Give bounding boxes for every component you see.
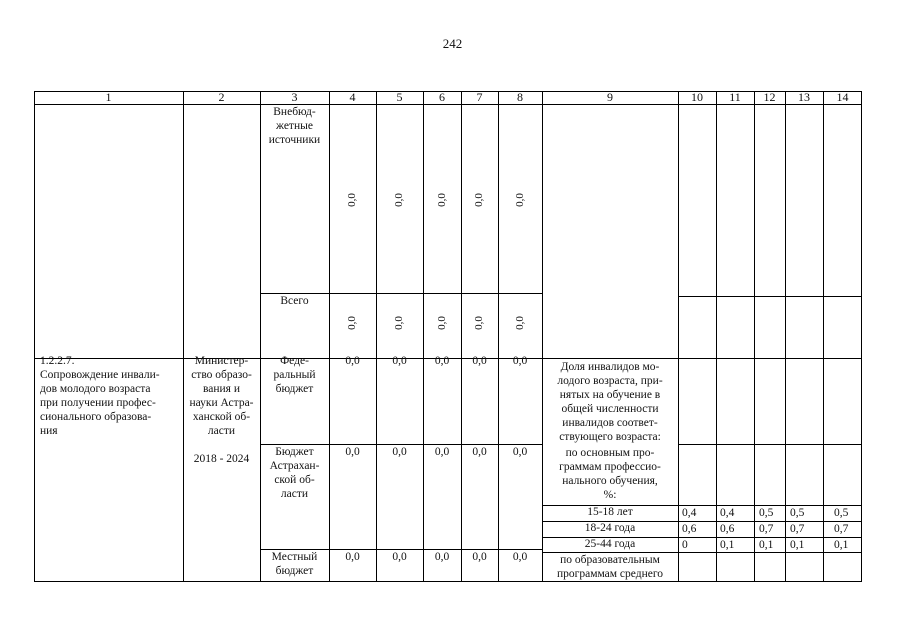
total-value-col4: 0,0 (346, 316, 358, 330)
activity-name-line4: сионального образова- (40, 411, 152, 423)
row-divider (542, 552, 862, 553)
total-value-col7: 0,0 (473, 316, 485, 330)
federal-value-col4: 0,0 (345, 355, 360, 367)
header-col-6: 6 (439, 90, 445, 104)
header-col-5: 5 (396, 90, 403, 104)
indicator-line6: ствующего возраста: (559, 431, 661, 443)
col-divider (678, 91, 679, 582)
age-row-value: 0,5 (834, 507, 849, 519)
regional-value-col7: 0,0 (472, 446, 487, 458)
local-budget-line2: бюджет (275, 565, 314, 577)
indicator-line3: нятых на обучение в (559, 389, 661, 401)
row-divider (678, 296, 862, 297)
indicator-sub2-line2: программам среднего (556, 568, 664, 580)
header-col-12: 12 (763, 90, 776, 104)
total-value-col6: 0,0 (436, 316, 448, 330)
indicator-sub1-line2: граммам профессио- (559, 461, 661, 473)
regional-value-col8: 0,0 (512, 446, 528, 458)
age-row-label: 18-24 года (584, 522, 636, 534)
row-divider (260, 549, 542, 550)
col-divider (376, 91, 377, 582)
age-row-value: 0,6 (720, 523, 735, 535)
local-value-col4: 0,0 (345, 551, 360, 563)
header-col-9: 9 (607, 90, 613, 104)
indicator-line2: лодого возраста, при- (557, 375, 663, 387)
col-divider (423, 91, 424, 582)
col-divider (785, 91, 786, 582)
age-row-label: 25-44 года (584, 538, 636, 550)
extrabudget-label-line1: Внебюд- (273, 106, 316, 118)
age-row-label: 15-18 лет (587, 506, 633, 518)
age-row-value: 0,1 (834, 539, 849, 551)
activity-name-line1: Сопровождение инвали- (40, 369, 160, 381)
extrabudget-value-col8: 0,0 (514, 193, 526, 207)
total-value-col8: 0,0 (514, 316, 526, 330)
table-frame (34, 91, 862, 582)
regional-value-col4: 0,0 (345, 446, 360, 458)
regional-value-col6: 0,0 (434, 446, 450, 458)
header-col-11: 11 (729, 90, 741, 104)
age-row-value: 0,1 (790, 539, 805, 551)
local-value-col6: 0,0 (434, 551, 450, 563)
age-row-value: 0,4 (720, 507, 735, 519)
age-row-value: 0,1 (720, 539, 735, 551)
age-row-value: 0,1 (759, 539, 774, 551)
col-divider (461, 91, 462, 582)
col-divider (754, 91, 755, 582)
age-row-value: 0,4 (682, 507, 697, 519)
col-divider (716, 91, 717, 582)
local-budget-line1: Местный (271, 551, 318, 563)
header-col-14: 14 (836, 90, 849, 104)
executor-line5: ханской об- (192, 411, 251, 423)
total-label: Всего (280, 295, 309, 307)
header-col-10: 10 (691, 90, 703, 104)
activity-name-line2: дов молодого возраста (40, 383, 151, 395)
age-row-value: 0,7 (790, 523, 805, 535)
col-divider (183, 91, 184, 582)
regional-budget-line3: ской об- (274, 474, 315, 486)
age-row-value: 0,7 (759, 523, 774, 535)
local-value-col7: 0,0 (472, 551, 487, 563)
age-row-value: 0 (682, 539, 688, 551)
row-divider (260, 293, 542, 294)
age-row-value: 0,6 (682, 523, 697, 535)
indicator-line4: общей численности (561, 403, 659, 415)
age-row-value: 0,5 (790, 507, 805, 519)
indicator-sub1-line1: по основным про- (565, 447, 655, 459)
executor-line1: Министер- (194, 355, 249, 367)
header-col-3: 3 (291, 90, 298, 104)
indicator-line1: Доля инвалидов мо- (560, 361, 660, 373)
header-col-8: 8 (517, 90, 523, 104)
extrabudget-label-line2: жетные (276, 120, 313, 132)
activity-name-line3: при получении профес- (40, 397, 156, 409)
federal-value-col8: 0,0 (512, 355, 528, 367)
federal-value-col6: 0,0 (434, 355, 450, 367)
header-col-7: 7 (476, 90, 483, 104)
extrabudget-value-col7: 0,0 (473, 193, 485, 207)
age-row-value: 0,5 (759, 507, 774, 519)
extrabudget-value-col4: 0,0 (346, 193, 358, 207)
header-col-4: 4 (349, 90, 356, 104)
col-divider (823, 91, 824, 582)
indicator-line5: инвалидов соответ- (562, 417, 658, 429)
extrabudget-value-col6: 0,0 (436, 193, 448, 207)
program-table (34, 91, 862, 582)
executor-line2: ство образо- (191, 369, 252, 381)
regional-budget-line4: ласти (280, 488, 309, 500)
federal-value-col5: 0,0 (392, 355, 407, 367)
federal-budget-line1: Феде- (280, 355, 309, 367)
row-divider (678, 444, 862, 445)
header-underline (34, 104, 862, 105)
regional-budget-line2: Астрахан- (269, 460, 320, 472)
indicator-sub2-line1: по образовательным (560, 554, 660, 566)
federal-budget-line2: ральный (273, 369, 316, 381)
executor-line3: вания и (202, 383, 240, 395)
header-col-2: 2 (218, 90, 225, 104)
federal-value-col7: 0,0 (472, 355, 487, 367)
extrabudget-value-col5: 0,0 (393, 193, 405, 207)
extrabudget-label-line3: источники (268, 134, 321, 146)
executor-line6: ласти (207, 425, 236, 437)
col-divider (329, 91, 330, 582)
header-col-13: 13 (798, 90, 810, 104)
col-divider (498, 91, 499, 582)
activity-code: 1.2.2.7. (40, 355, 75, 367)
regional-value-col5: 0,0 (392, 446, 407, 458)
age-row-value: 0,7 (834, 523, 849, 535)
regional-budget-line1: Бюджет (275, 446, 314, 458)
local-value-col5: 0,0 (392, 551, 407, 563)
implementation-period: 2018 - 2024 (193, 453, 250, 465)
col-divider (260, 91, 261, 582)
indicator-sub1-line4: %: (603, 489, 617, 501)
page-number: 242 (442, 36, 463, 51)
header-col-1: 1 (105, 90, 112, 104)
federal-budget-line3: бюджет (275, 383, 314, 395)
local-value-col8: 0,0 (512, 551, 528, 563)
executor-line4: науки Астра- (189, 397, 254, 409)
row-divider (260, 444, 542, 445)
total-value-col5: 0,0 (393, 316, 405, 330)
indicator-sub1-line3: нального обучения, (562, 475, 658, 487)
activity-name-line5: ния (40, 425, 58, 437)
